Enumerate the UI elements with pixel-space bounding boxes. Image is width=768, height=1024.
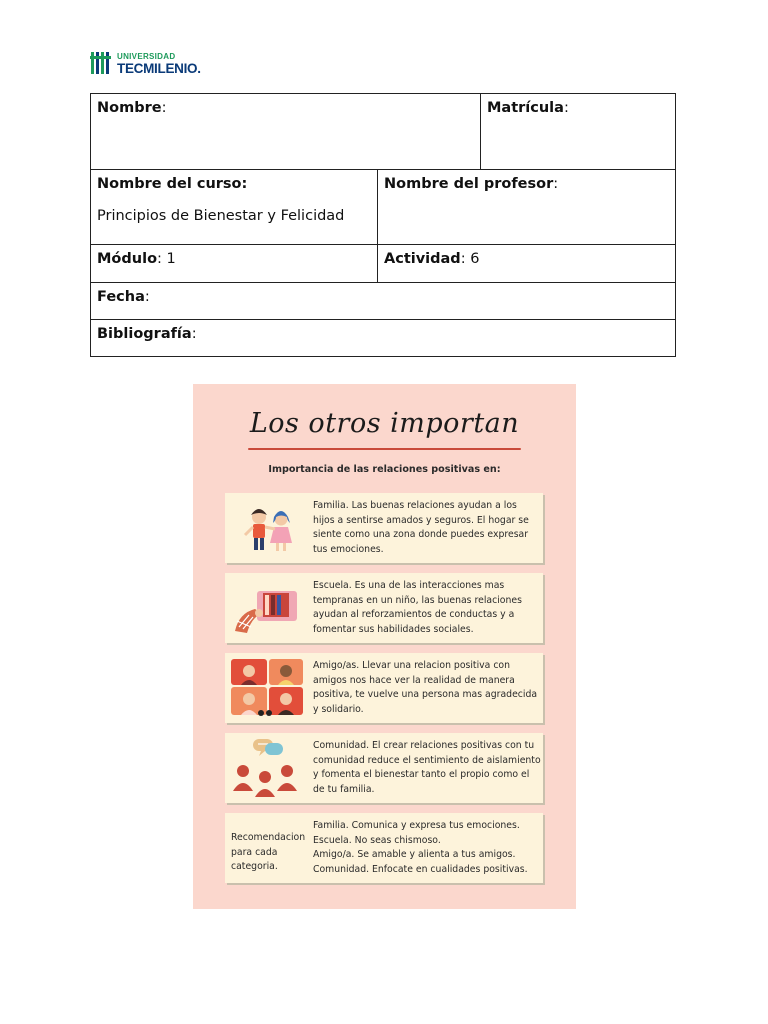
actividad-value: 6 [470, 251, 480, 267]
card-familia-text: Familia. Las buenas relaciones ayudan a los hijos a sentirse amados y seguros. El hogar se siente como una zona donde puedes expresar tus emociones. [313, 500, 529, 555]
infographic-poster [193, 384, 576, 909]
bibliografia-label: Bibliografía [97, 326, 192, 342]
student-info-table [90, 93, 676, 357]
curso-cell[interactable] [91, 170, 378, 245]
card-escuela-text: Escuela. Es una de las interacciones mas tempranas en un niño, las buenas relaciones ayudan al reforzamientos de conductas y a fomentar sus habilidades sociales. [313, 580, 522, 635]
card-comunidad [225, 733, 543, 803]
title-underline [248, 448, 521, 450]
matricula-cell[interactable]: Matrícula: [481, 94, 676, 170]
recommendation-escuela: Escuela. No seas chismoso. [313, 834, 441, 846]
tecmilenio-emblem-icon [90, 50, 116, 76]
nombre-cell[interactable]: Nombre: [91, 94, 481, 170]
modulo-label: Módulo [97, 251, 158, 267]
recommendation-amigos: Amigo/a. Se amable y alienta a tus amigos. [313, 849, 516, 861]
tecmilenio-logo [90, 50, 220, 80]
fecha-label: Fecha [97, 289, 145, 305]
card-escuela [225, 573, 543, 643]
community-people-icon [229, 737, 307, 799]
bibliografia-cell[interactable]: Bibliografía: [91, 320, 676, 357]
card-amigos-text: Amigo/as. Llevar una relacion positiva con amigos nos hace ver la realidad de manera positiva, te vuelve una persona mas agradecida y solidario. [313, 660, 538, 715]
card-recomendaciones [225, 813, 543, 883]
nombre-label: Nombre [97, 100, 162, 116]
actividad-label: Actividad [384, 251, 461, 267]
actividad-cell[interactable]: Actividad: 6 [378, 245, 676, 283]
card-familia [225, 493, 543, 563]
curso-value: Principios de Bienestar y Felicidad [97, 208, 345, 225]
profesor-cell[interactable]: Nombre del profesor: [378, 170, 676, 245]
card-comunidad-text: Comunidad. El crear relaciones positivas con tu comunidad reduce el sentimiento de aislamiento y fomenta el bienestar tanto el propio como el de tu familia. [313, 740, 541, 795]
profesor-label: Nombre del profesor [384, 176, 554, 192]
books-icon [229, 577, 307, 639]
children-icon [229, 497, 307, 559]
friends-video-call-icon [229, 657, 307, 719]
recommendation-list [313, 819, 541, 877]
fecha-cell[interactable]: Fecha: [91, 283, 676, 320]
recommendation-familia: Familia. Comunica y expresa tus emociones. [313, 820, 520, 831]
curso-label: Nombre del curso: [97, 176, 248, 192]
poster-title: Los otros importan [249, 408, 520, 439]
logo-line-tecmilenio: TECMILENIO. [117, 61, 201, 76]
poster-subtitle: Importancia de las relaciones positivas en: [268, 464, 501, 475]
modulo-cell[interactable]: Módulo: 1 [91, 245, 378, 283]
recommendation-comunidad: Comunidad. Enfocate en cualidades positivas. [313, 863, 528, 875]
card-amigos [225, 653, 543, 723]
recommendation-label: Recomendacion para cada categoria. [231, 832, 306, 873]
modulo-value: 1 [166, 251, 176, 267]
logo-line-universidad: UNIVERSIDAD [117, 52, 176, 61]
matricula-label: Matrícula [487, 100, 564, 116]
